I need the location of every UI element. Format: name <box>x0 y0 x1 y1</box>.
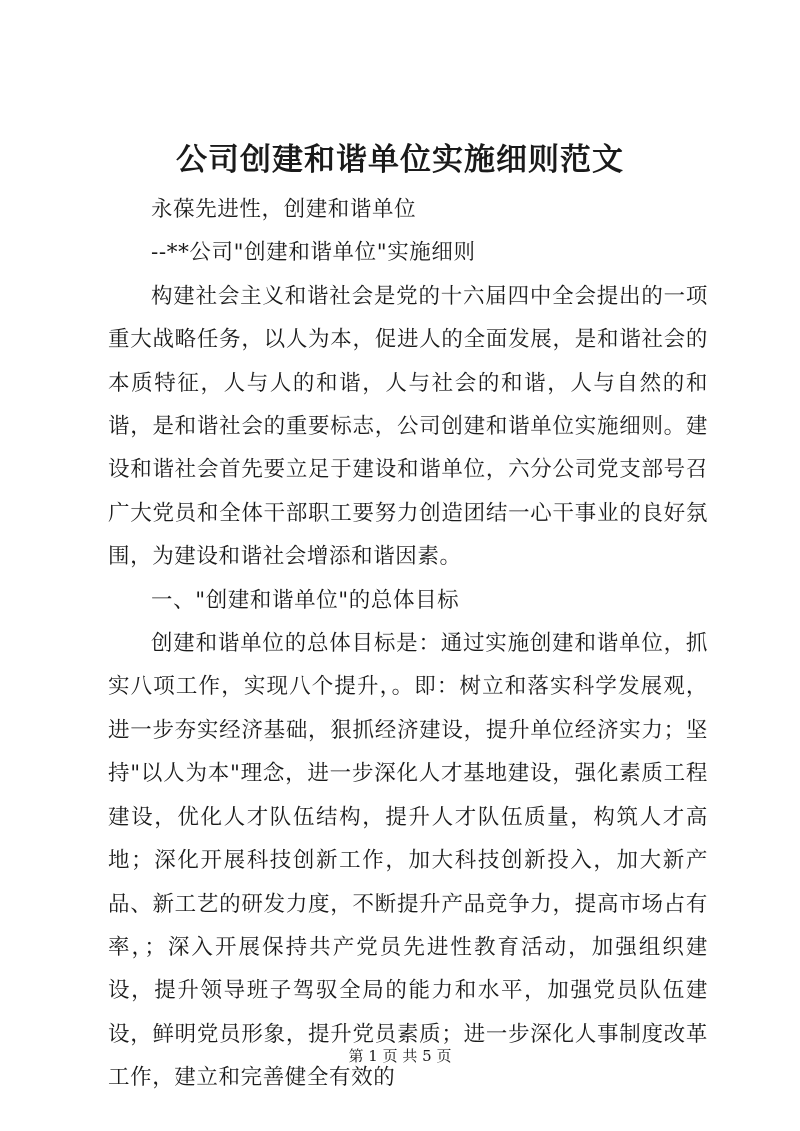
section-heading: 一、"创建和谐单位"的总体目标 <box>151 587 460 613</box>
page-number-footer: 第 1 页 共 5 页 <box>348 1047 452 1065</box>
body-paragraph: 创建和谐单位的总体目标是：通过实施创建和谐单位，抓实八项工作，实现八个提升，。即：树立和落实科学发展观，进一步夯实经济基础，狠抓经济建设，提升单位经济实力；坚持"以人为本"理念，进一步深化人才基地建设，强化素质工程建设，优化人才队伍结构，提升人才队伍质量，构筑人才高地；深化开展科技创新工作，加大科技创新投入，加大新产品、新工艺的研发力度，不断提升产品竞争力，提高市场占有率，；深入开展保持共产党员先进性教育活动，加强组织建设，提升领导班子驾驭全局的能力和水平，加强党员队伍建设，鲜明党员形象，提升党员素质；进一步深化人事制度改革工作，建立和完善健全有效的 <box>108 631 708 1091</box>
document-body <box>108 188 708 1100</box>
subtitle-line: 永葆先进性，创建和谐单位 <box>151 197 417 222</box>
body-paragraph: 构建社会主义和谐社会是党的十六届四中全会提出的一项重大战略任务，以人为本，促进人的全面发展，是和谐社会的本质特征，人与人的和谐，人与社会的和谐，人与自然的和谐，是和谐社会的重要标志，公司创建和谐单位实施细则。建设和谐社会首先要立足于建设和谐单位，六分公司党支部号召广大党员和全体干部职工要努力创造团结一心干事业的良好氛围，为建设和谐社会增添和谐因素。 <box>108 283 708 570</box>
document-title: 公司创建和谐单位实施细则范文 <box>176 142 624 178</box>
subtitle-line: --**公司"创建和谐单位"实施细则 <box>151 240 476 266</box>
